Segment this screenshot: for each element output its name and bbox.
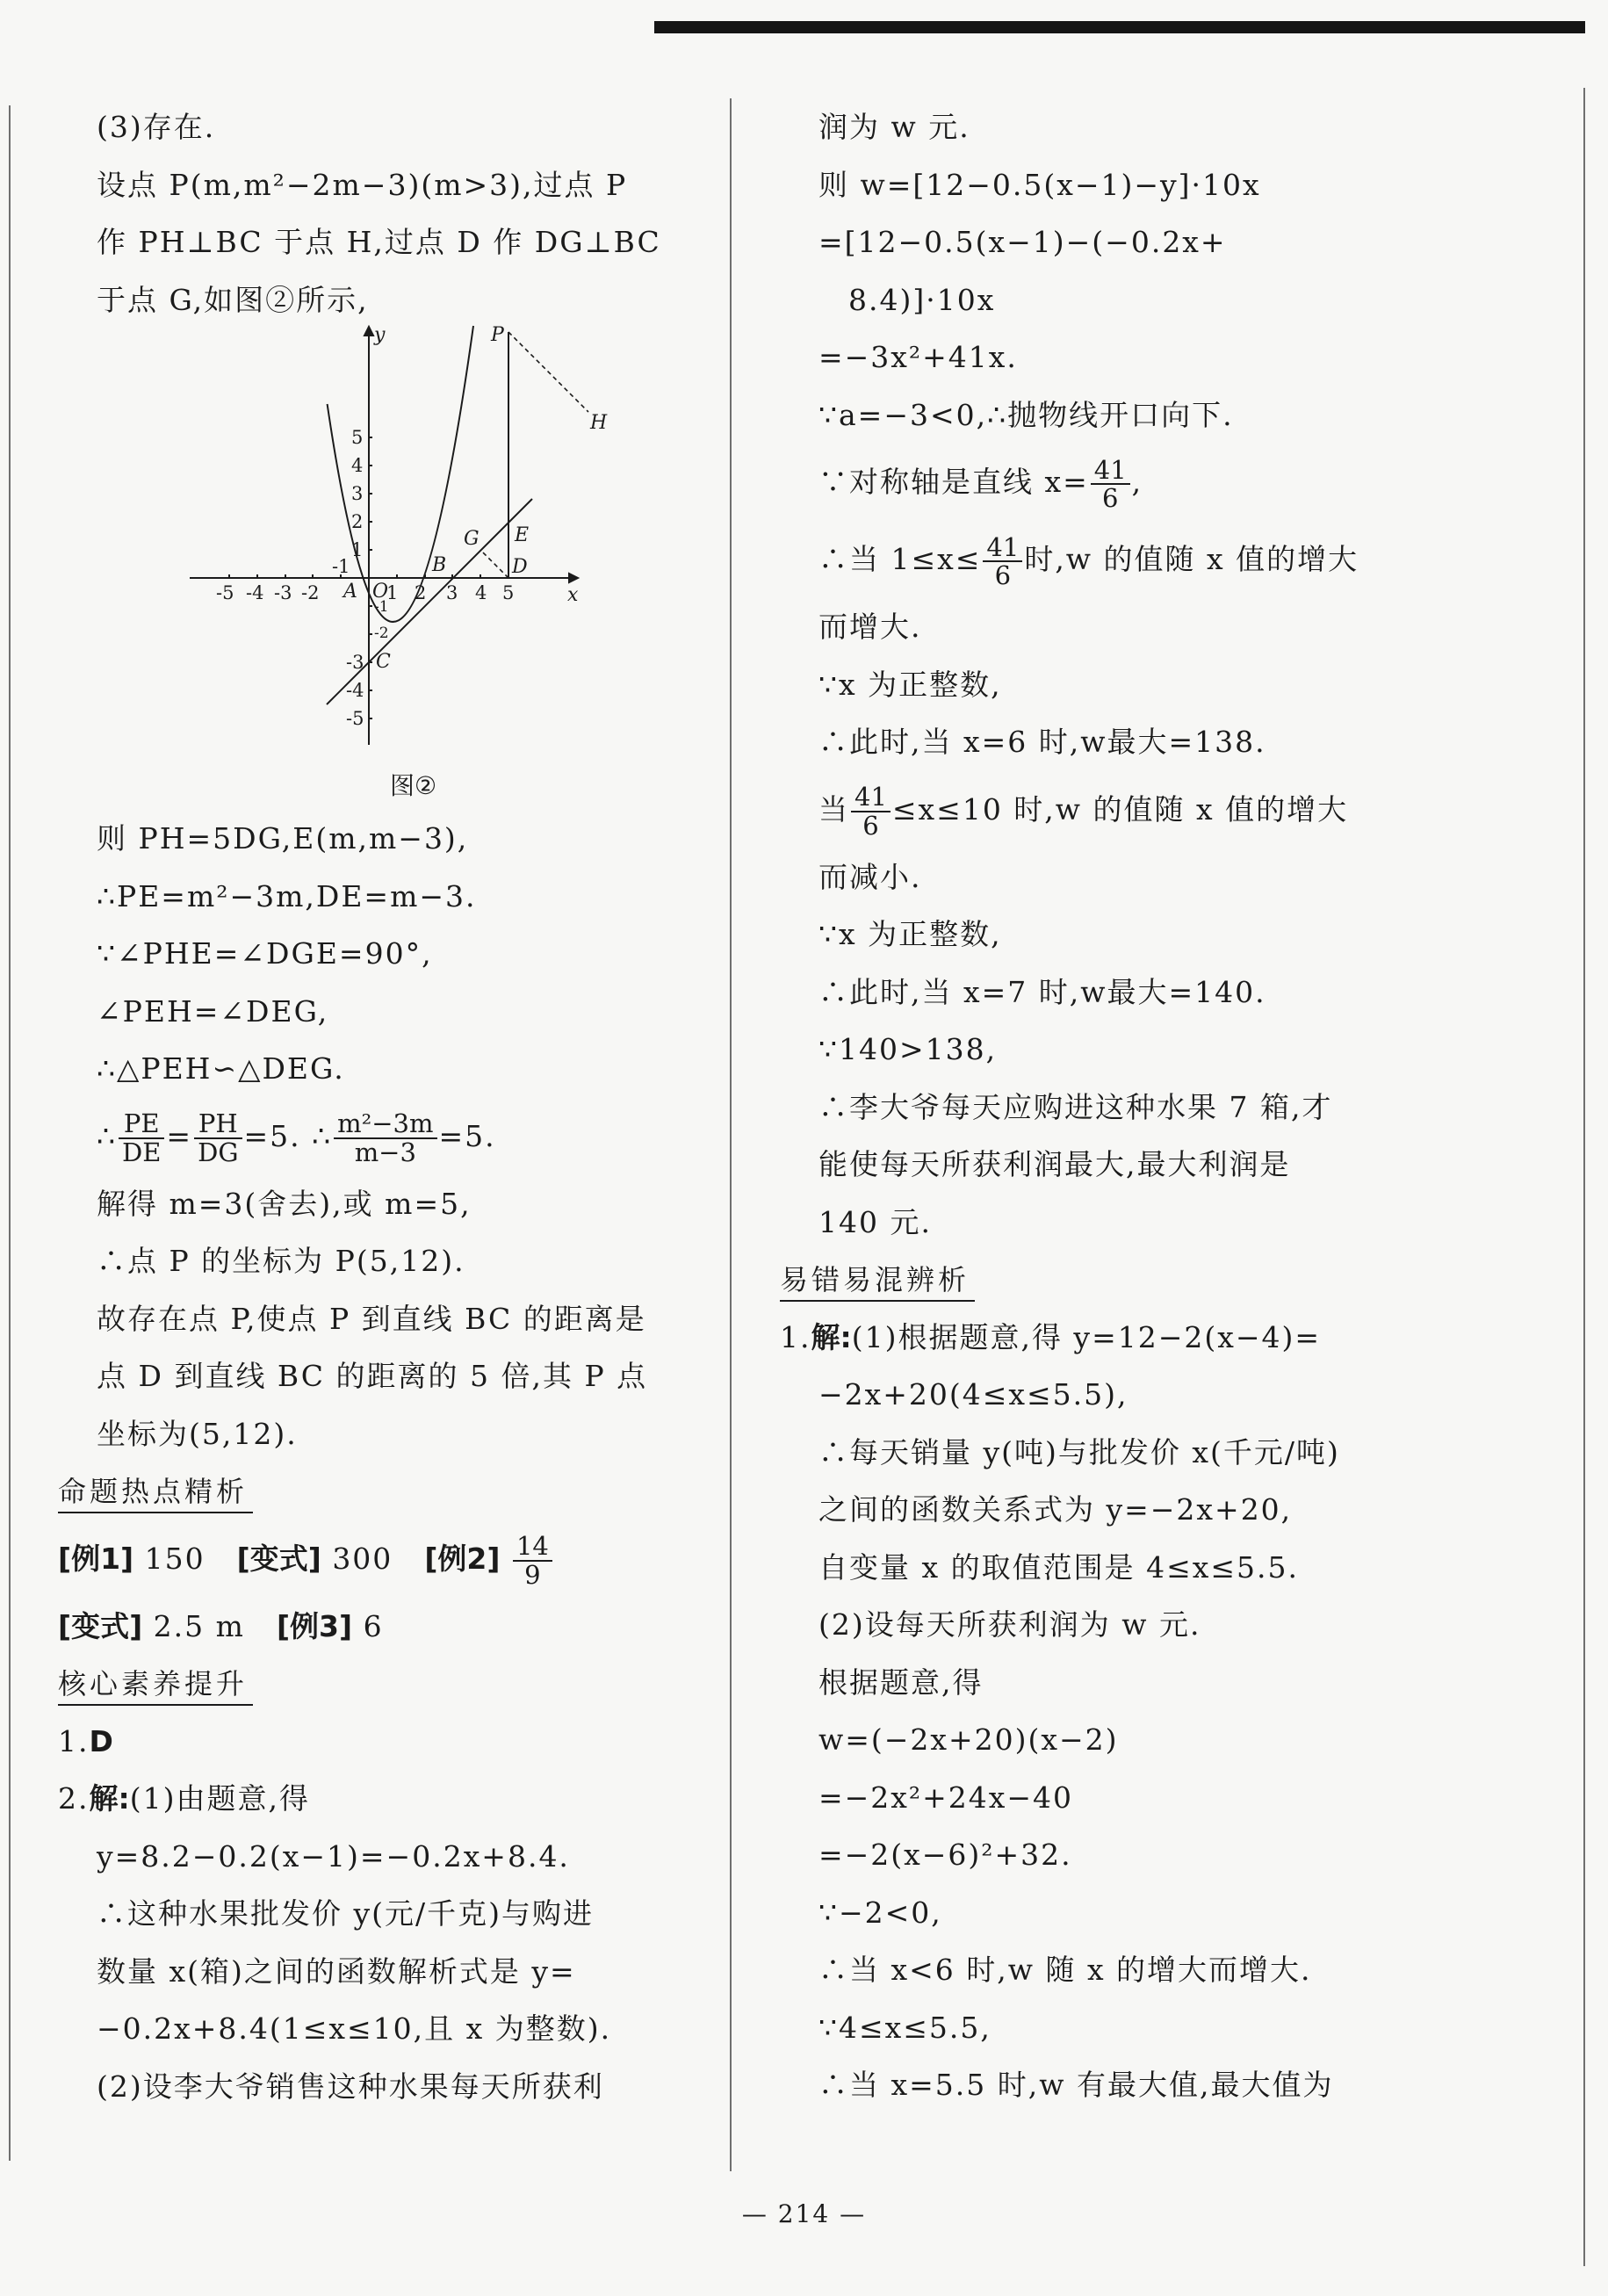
fraction (1091, 454, 1130, 513)
denominator: 9 (524, 1559, 541, 1590)
numerator: 41 (851, 783, 891, 812)
text-line: ∴李大爷每天应购进这种水果 7 箱,才 (818, 1089, 1333, 1124)
text-line: 设点 P(m,m²−2m−3)(m>3),过点 P (97, 167, 628, 202)
page-number: — 214 — (741, 2199, 867, 2228)
text-line: 点 D 到直线 BC 的距离的 5 倍,其 P 点 (97, 1359, 648, 1393)
example-tag: [例3] (276, 1608, 353, 1643)
left-column (58, 98, 717, 2115)
denominator: 6 (994, 560, 1012, 590)
solution-label: 解: (811, 1319, 852, 1354)
text-line: 根据题意,得 (818, 1664, 984, 1700)
text-line: 坐标为(5,12). (97, 1416, 298, 1451)
fraction (334, 1110, 436, 1166)
fraction (119, 1110, 164, 1166)
text-line: 作 PH⊥BC 于点 H,过点 D 作 DG⊥BC (97, 225, 661, 259)
segment-ph (508, 332, 588, 412)
answer-value: 2.5 m (153, 1608, 245, 1643)
x-tick-label: -3 (274, 582, 292, 603)
y-tick-label: 3 (351, 483, 364, 504)
denominator: 6 (1101, 483, 1119, 513)
figure-caption: 图② (390, 771, 437, 800)
section-heading-row (58, 1655, 717, 1713)
section-heading-row (58, 1462, 717, 1520)
equation-text: =5. (438, 1118, 496, 1153)
text-line: 140 元. (818, 1204, 932, 1239)
text-line: ∴当 x=5.5 时,w 有最大值,最大值为 (818, 2068, 1334, 2102)
x-axis-label: x (567, 584, 579, 606)
text-line: =−2(x−6)²+32. (818, 1838, 1072, 1872)
text-span: ∵对称轴是直线 x= (818, 465, 1089, 499)
variant-tag: [变式] (236, 1541, 321, 1576)
left-margin-rule (9, 105, 11, 2161)
y-tick-label: -1 (374, 598, 389, 616)
point-c-label: C (376, 651, 391, 673)
point-e-label: E (515, 524, 530, 546)
text-line: 数量 x(箱)之间的函数解析式是 y= (97, 1953, 576, 1989)
text-line: (3)存在. (97, 110, 216, 144)
text-line (780, 771, 1575, 848)
denominator: 6 (862, 810, 879, 841)
numerator: 41 (1091, 457, 1130, 485)
text-span: , (1131, 465, 1143, 499)
text-line: 而减小. (818, 859, 922, 894)
text-line: ∵∠PHE=∠DGE=90°, (97, 936, 433, 971)
text-span: ≤x≤10 时,w 的值随 x 值的增大 (891, 791, 1349, 827)
answer-line (58, 1770, 717, 1828)
text-line: 则 PH=5DG,E(m,m−3), (97, 821, 469, 856)
variant-tag: [变式] (58, 1608, 143, 1643)
text-line: ∴△PEH∽△DEG. (97, 1051, 345, 1086)
text-line: ∴点 P 的坐标为 P(5,12). (97, 1244, 465, 1278)
point-p-label: P (491, 324, 504, 346)
y-tick-label: -2 (374, 625, 389, 642)
equation-text: ∴ (97, 1118, 117, 1153)
text-line: w=(−2x+20)(x−2) (818, 1722, 1119, 1757)
graph-svg (190, 323, 752, 762)
x-tick-label: 2 (415, 582, 427, 603)
answer-value: D (89, 1723, 113, 1758)
text-line: ∴PE=m²−3m,DE=m−3. (97, 878, 477, 913)
answer-line (58, 1713, 717, 1771)
y-tick-label: 5 (351, 427, 364, 448)
parabola-graph (190, 323, 752, 762)
item-number: 2. (58, 1781, 90, 1816)
point-b-label: B (432, 554, 447, 576)
text-line: ∵x 为正整数, (818, 917, 1002, 951)
section-heading: 易错易混辨析 (780, 1260, 975, 1302)
answers-row (58, 1598, 717, 1656)
text-line: ∵−2<0, (818, 1895, 942, 1930)
text-line: 润为 w 元. (818, 110, 970, 144)
x-tick-label: -4 (246, 582, 264, 603)
text-line: (2)设每天所获利润为 w 元. (818, 1607, 1201, 1642)
y-tick-label: -3 (346, 652, 364, 673)
x-tick-label: -1 (332, 556, 350, 577)
answer-value: 300 (332, 1541, 393, 1576)
example-tag: [例1] (58, 1541, 134, 1576)
point-h-label: H (590, 412, 608, 434)
solution-label: 解: (89, 1781, 130, 1816)
equation-text: =5. ∴ (243, 1118, 333, 1153)
text-line (780, 521, 1575, 598)
denominator: DE (122, 1137, 162, 1167)
fraction (851, 783, 891, 839)
text-line: 之间的函数关系式为 y=−2x+20, (818, 1492, 1293, 1527)
text-line: ∴当 x<6 时,w 随 x 的增大而增大. (818, 1953, 1312, 1987)
text-line: ∴此时,当 x=7 时,w最大=140. (818, 974, 1266, 1009)
answer-value: 6 (363, 1608, 384, 1643)
point-a-label: A (343, 581, 357, 603)
numerator: PH (194, 1110, 242, 1138)
text-span: 当 (818, 791, 849, 827)
section-heading: 核心素养提升 (58, 1664, 253, 1706)
x-tick-label: 1 (386, 582, 399, 603)
y-tick-label: -4 (346, 680, 364, 701)
text-line: 解得 m=3(舍去),或 m=5, (97, 1186, 472, 1221)
text-line: ∠PEH=∠DEG, (97, 993, 329, 1029)
section-heading: 命题热点精析 (58, 1471, 253, 1513)
text-line: ∵140>138, (818, 1032, 998, 1066)
text-line: =−2x²+24x−40 (818, 1780, 1074, 1815)
y-tick-label: 2 (351, 511, 364, 532)
text-line: −0.2x+8.4(1≤x≤10,且 x 为整数). (97, 2011, 612, 2046)
text-line (780, 444, 1575, 521)
text-line: (1)根据题意,得 y=12−2(x−4)= (851, 1319, 1322, 1354)
text-line: y=8.2−0.2(x−1)=−0.2x+8.4. (97, 1838, 570, 1874)
denominator: DG (198, 1137, 239, 1167)
x-tick-label: 4 (475, 582, 487, 603)
text-line: ∴此时,当 x=6 时,w最大=138. (818, 725, 1266, 759)
top-rule (654, 21, 1585, 33)
ratio-equation (58, 1098, 717, 1175)
text-line: ∴每天销量 y(吨)与批发价 x(千元/吨) (818, 1434, 1340, 1469)
text-line: 于点 G,如图②所示, (97, 282, 369, 317)
x-tick-label: 5 (502, 582, 515, 603)
text-line: 8.4)]·10x (848, 282, 996, 317)
numerator: PE (119, 1110, 164, 1138)
text-line: 故存在点 P,使点 P 到直线 BC 的距离是 (97, 1301, 646, 1336)
y-tick-label: 4 (351, 455, 364, 476)
text-line: 能使每天所获利润最大,最大利润是 (818, 1147, 1291, 1181)
denominator: m−3 (354, 1137, 416, 1167)
numerator: 41 (983, 534, 1022, 562)
fraction (194, 1110, 242, 1166)
numerator: 14 (513, 1533, 552, 1561)
text-line: 自变量 x 的取值范围是 4≤x≤5.5. (818, 1549, 1299, 1585)
point-g-label: G (464, 528, 480, 550)
item-number: 1. (780, 1319, 811, 1354)
text-line: (2)设李大爷销售这种水果每天所获利 (97, 2069, 604, 2104)
text-line: ∵4≤x≤5.5, (818, 2010, 991, 2045)
text-line: 而增大. (818, 610, 922, 644)
x-tick-label: -2 (301, 582, 320, 603)
text-line: ∴这种水果批发价 y(元/千克)与购进 (97, 1896, 594, 1931)
example-tag: [例2] (424, 1541, 501, 1576)
text-line: ∵x 为正整数, (818, 667, 1002, 702)
answers-row (58, 1520, 717, 1598)
text-span: ∴当 1≤x≤ (818, 542, 982, 576)
origin-label: O (372, 581, 389, 603)
text-line: 则 w=[12−0.5(x−1)−y]·10x (818, 167, 1261, 202)
x-tick-label: 3 (446, 582, 458, 603)
y-tick-label: -5 (346, 708, 364, 729)
point-d-label: D (512, 556, 528, 578)
y-tick-label: 1 (351, 539, 364, 560)
y-axis-label: y (374, 324, 386, 346)
text-line: ∵a=−3<0,∴抛物线开口向下. (818, 397, 1234, 432)
segment-dg (480, 550, 508, 578)
fraction (513, 1533, 552, 1588)
section-heading-row (780, 1251, 1575, 1309)
text-line: =−3x²+41x. (818, 340, 1018, 374)
text-line: −2x+20(4≤x≤5.5), (818, 1377, 1128, 1412)
right-margin-rule (1583, 88, 1585, 2266)
equation-text: = (166, 1118, 193, 1153)
item-number: 1. (58, 1723, 90, 1758)
text-line: =[12−0.5(x−1)−(−0.2x+ (818, 225, 1227, 259)
x-axis-arrow (569, 574, 578, 582)
x-tick-label: -5 (216, 582, 234, 603)
fraction (983, 531, 1022, 590)
text-line: (1)由题意,得 (129, 1781, 310, 1816)
answer-line (780, 1309, 1575, 1367)
answer-value: 150 (144, 1541, 206, 1576)
right-column (780, 98, 1575, 2114)
text-span: 时,w 的值随 x 值的增大 (1024, 542, 1359, 576)
numerator: m²−3m (334, 1110, 436, 1138)
